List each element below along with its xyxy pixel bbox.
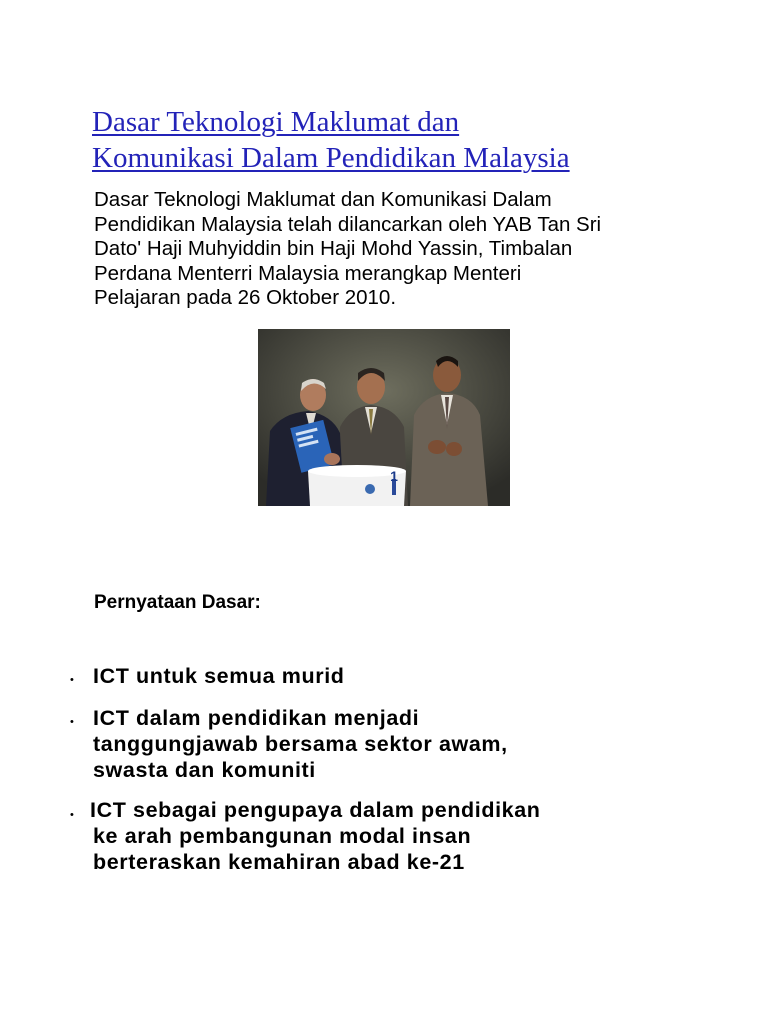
bullet-marker: • — [70, 809, 74, 821]
section-heading: Pernyataan Dasar: — [94, 592, 261, 613]
launch-ceremony-photo — [258, 329, 510, 506]
intro-line: Pelajaran pada 26 Oktober 2010. — [94, 286, 397, 309]
title-line-2[interactable]: Komunikasi Dalam Pendidikan Malaysia — [92, 142, 570, 174]
launch-photo-illustration — [258, 329, 510, 506]
bullet-marker: • — [70, 674, 74, 686]
policy-text-line: swasta dan komuniti — [93, 758, 316, 782]
bullet-marker: • — [70, 716, 74, 728]
document-title-link[interactable] — [92, 104, 732, 176]
intro-line: Pendidikan Malaysia telah dilancarkan oleh YAB Tan Sri — [94, 212, 602, 236]
policy-text-line: berteraskan kemahiran abad ke-21 — [93, 850, 465, 874]
podium-number-1: 1 — [390, 468, 398, 484]
intro-line: Perdana Menterri Malaysia merangkap Menteri — [94, 261, 522, 285]
title-line-1[interactable]: Dasar Teknologi Maklumat dan — [92, 106, 460, 138]
intro-line: Dasar Teknologi Maklumat dan Komunikasi Dalam — [94, 188, 552, 211]
policy-text-line: ke arah pembangunan modal insan — [93, 824, 472, 848]
policy-text-line: ICT dalam pendidikan menjadi — [93, 706, 420, 730]
intro-line: Dato' Haji Muhyiddin bin Haji Mohd Yassin, Timbalan — [94, 237, 573, 260]
policy-text-line: ICT sebagai pengupaya dalam pendidikan — [90, 798, 541, 822]
intro-paragraph — [94, 188, 694, 311]
policy-text-line: ICT untuk semua murid — [93, 664, 345, 688]
policy-text-line: tanggungjawab bersama sektor awam, — [93, 732, 508, 756]
